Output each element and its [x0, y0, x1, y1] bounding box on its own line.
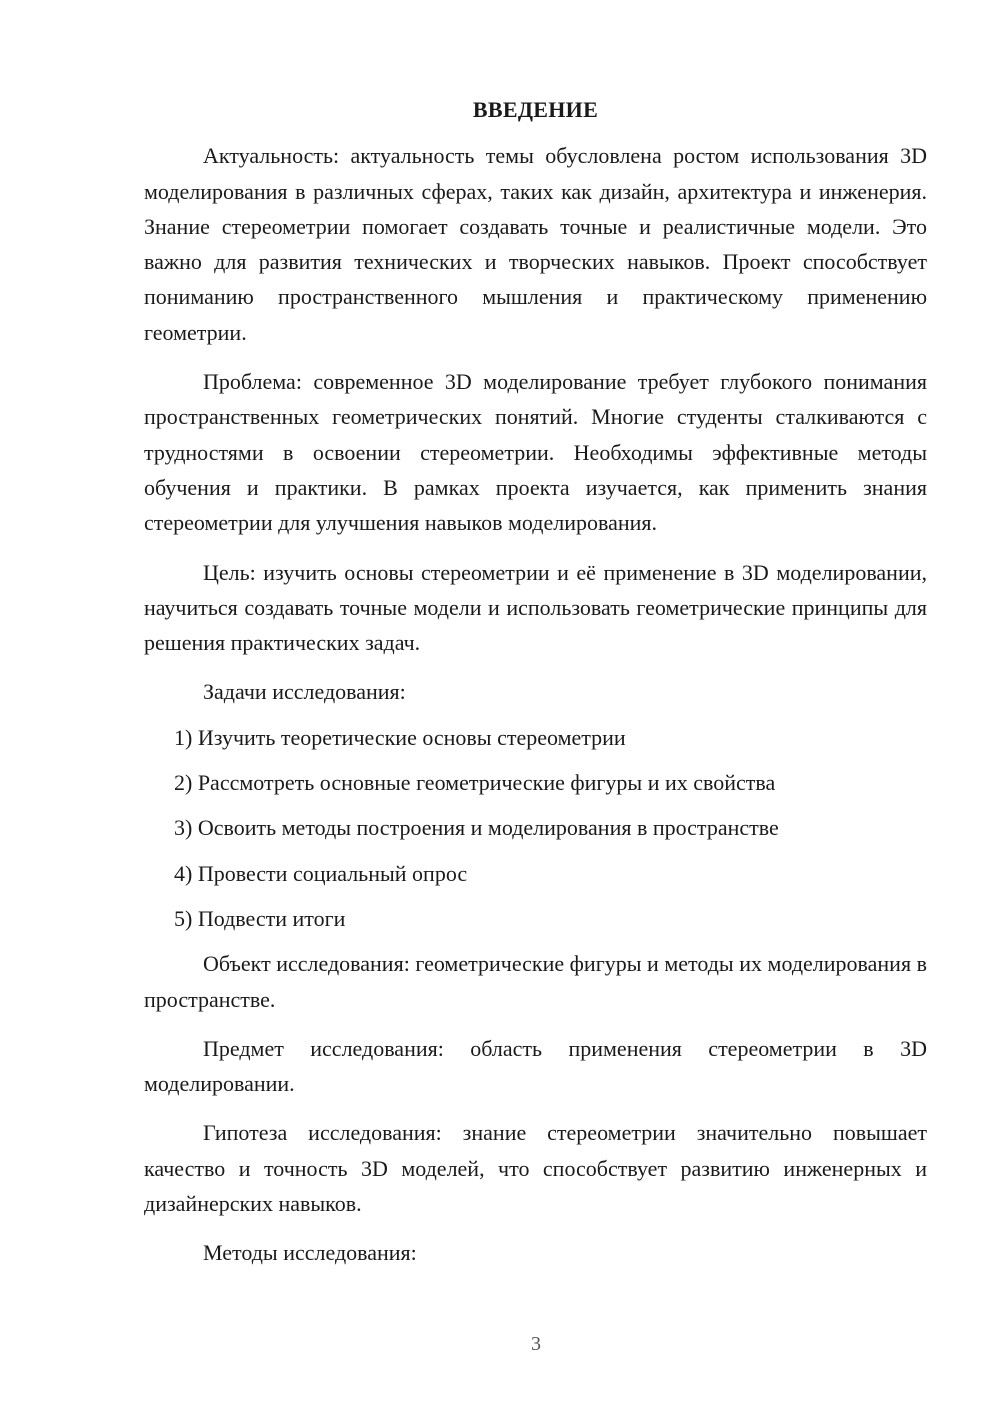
document-page	[144, 92, 927, 1281]
task-item: 3) Освоить методы построения и моделирования в пространстве	[174, 815, 779, 841]
tasks-heading: Задачи исследования:	[203, 679, 406, 705]
paragraph-subject: Предмет исследования: область применения стереометрии в 3D моделировании.	[144, 1035, 927, 1097]
methods-heading: Методы исследования:	[203, 1240, 417, 1266]
paragraph-object: Объект исследования: геометрические фигуры и методы их моделирования в пространстве.	[144, 951, 927, 1012]
task-item: 5) Подвести итоги	[174, 905, 346, 931]
paragraph-goal: Цель: изучить основы стереометрии и её применение в 3D моделировании, научиться создавать точные модели и использовать геометрические принципы для решения практических задач.	[144, 559, 927, 656]
paragraph-problem: Проблема: современное 3D моделирование требует глубокого понимания пространственных геометрических понятий. Многие студенты сталкиваются с трудностями в освоении стереометрии. Необходимы эффективные методы обучения и практики. В рамках проекта изучается, как применить знания стереометрии для улучшения навыков моделирования.	[144, 369, 927, 536]
page-title: ВВЕДЕНИЕ	[472, 97, 599, 122]
task-item: 4) Провести социальный опрос	[174, 860, 468, 886]
paragraph-relevance: Актуальность: актуальность темы обусловлена ростом использования 3D моделирования в различных сферах, таких как дизайн, архитектура и инженерия. Знание стереометрии помогает создавать точные и реалистичные модели. Это важно для развития технических и творческих навыков. Проект способствует пониманию пространственного мышления и практическому применению геометрии.	[144, 143, 927, 345]
task-item: 1) Изучить теоретические основы стереометрии	[174, 724, 626, 750]
paragraph-hypothesis: Гипотеза исследования: знание стереометрии значительно повышает качество и точность 3D моделей, что способствует развитию инженерных и дизайнерских навыков.	[144, 1120, 927, 1217]
tasks-list	[144, 720, 927, 936]
task-item: 2) Рассмотреть основные геометрические фигуры и их свойства	[174, 770, 776, 796]
page-number: 3	[531, 1333, 541, 1355]
